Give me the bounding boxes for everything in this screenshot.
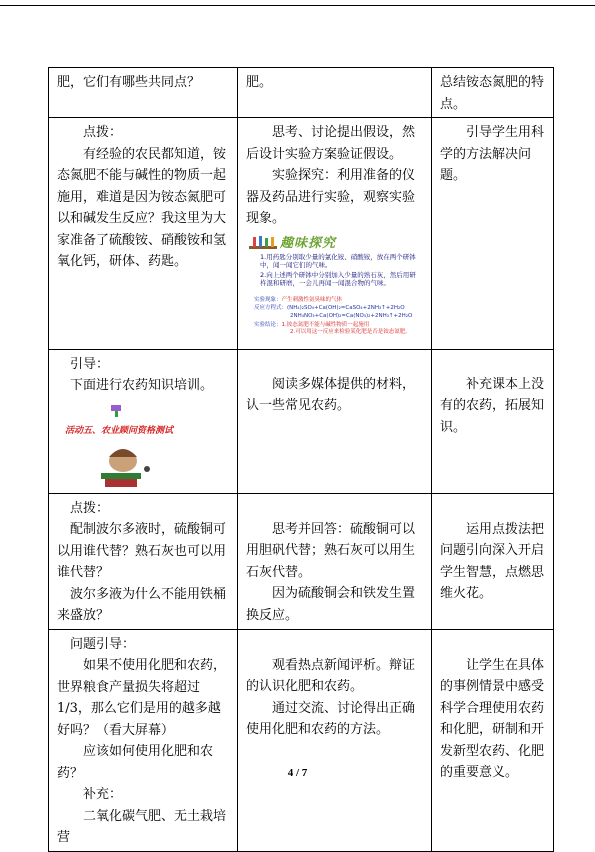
cell-text: 有经验的农民都知道，铵态氮肥不能与碱性的物质一起施用，难道是因为铵态氮肥可以和碱发生反应？我这里为大家准备了硫酸铵、硝酸铵和氢氧化钙，研体、药匙。 bbox=[57, 146, 227, 269]
cell-text: 思考、讨论提出假设，然后设计实验方案验证假设。 bbox=[246, 125, 416, 162]
cell-text: 阅读多媒体提供的材料，认一些常见农药。 bbox=[246, 376, 416, 413]
figure-step-2: 2.向上述两个研钵中分别加入少量的熟石灰，然后用研杵混和研磨，一会儿再闻一闻混合物的气味。 bbox=[260, 270, 416, 287]
header-rule bbox=[0, 5, 595, 6]
intent-cell bbox=[432, 349, 554, 493]
intent-cell bbox=[432, 629, 554, 851]
observation-text: 产生刺激性氨臭味的气体 bbox=[281, 296, 343, 303]
cartoon-illustration bbox=[63, 403, 173, 491]
cell-text: 观看热点新闻评析。辩证的认识化肥和农药。 bbox=[246, 657, 416, 694]
student-cell bbox=[238, 629, 432, 851]
student-cell bbox=[238, 349, 432, 493]
observation-label: 实验现象： bbox=[254, 296, 282, 303]
table-row bbox=[49, 68, 554, 118]
figure-conclusion-2: 2.可以用这一反应来检验某化肥是否是铵态氮肥。 bbox=[290, 328, 411, 335]
cell-text: 肥。 bbox=[246, 75, 273, 90]
equation-label: 反应方程式： bbox=[254, 304, 288, 311]
figure-observation bbox=[254, 297, 342, 304]
table-row bbox=[49, 629, 554, 851]
cell-text: 应该如何使用化肥和农药？ bbox=[57, 744, 214, 781]
cell-text: 引导学生用科学的方法解决问题。 bbox=[440, 125, 545, 183]
conclusion-label: 实验结论： bbox=[254, 321, 282, 328]
table-row bbox=[49, 118, 554, 350]
figure-title: 趣味探究 bbox=[280, 235, 337, 251]
teacher-cell bbox=[49, 349, 238, 493]
cell-text: 实验探究：利用准备的仪器及药品进行实验，观察实验现象。 bbox=[246, 168, 416, 226]
student-cell bbox=[238, 493, 432, 629]
table-row bbox=[49, 349, 554, 493]
cell-text: 通过交流、讨论得出正确使用化肥和农药的方法。 bbox=[246, 700, 416, 737]
teacher-cell bbox=[49, 118, 238, 350]
cell-text: 如果不使用化肥和农药，世界粮食产量损失将超过1/3，那么它们是用的越多越好吗？（看大屏幕） bbox=[57, 658, 227, 738]
intent-cell bbox=[432, 68, 554, 118]
student-cell bbox=[238, 118, 432, 350]
cell-text: 让学生在具体的事例情景中感受科学合理使用农药和化肥，研制和开发新型农药、化肥的重要意义。 bbox=[440, 657, 545, 780]
cartoon-figure-icon bbox=[63, 403, 173, 491]
teacher-cell bbox=[49, 493, 238, 629]
figure-step-1: 1.用药匙分别取少量的氯化铵、硝酸铵，放在两个研钵中，闻一闻它们的气味。 bbox=[260, 252, 416, 269]
page-number: 4 / 7 bbox=[287, 767, 308, 779]
cartoon-caption: 活动五、农业顾问资格测试 bbox=[65, 425, 174, 436]
cell-heading: 引导： bbox=[70, 356, 110, 372]
cell-text: 波尔多液为什么不能用铁桶来盛放？ bbox=[57, 586, 227, 623]
figure-equation-1 bbox=[254, 305, 405, 312]
experiment-figure bbox=[246, 233, 431, 347]
student-cell bbox=[238, 68, 432, 118]
conclusion-text: 1.铵态氮肥不能与碱性物质一起施用 bbox=[281, 321, 370, 328]
cell-heading: 问题引导： bbox=[70, 636, 136, 652]
cell-heading: 点拨： bbox=[70, 500, 110, 516]
cell-text: 总结铵态氮肥的特点。 bbox=[440, 75, 545, 112]
cell-heading: 点拨： bbox=[83, 125, 123, 140]
figure-conclusion-1 bbox=[254, 322, 369, 329]
intent-cell bbox=[432, 493, 554, 629]
cell-text: 补充课本上没有的农药，拓展知识。 bbox=[440, 376, 545, 435]
teacher-cell bbox=[49, 629, 238, 851]
cell-text: 思考并回答：硫酸铜可以用胆矾代替；熟石灰可以用生石灰代替。 bbox=[246, 521, 416, 580]
cell-text: 运用点拨法把问题引向深入开启学生智慧，点燃思维火花。 bbox=[440, 521, 545, 601]
figure-equation-2: 2NH₄NO₃+Ca(OH)₂=Ca(NO₃)₂+2NH₃↑+2H₂O bbox=[290, 312, 413, 319]
intent-cell bbox=[432, 118, 554, 350]
table-row bbox=[49, 493, 554, 629]
lesson-table bbox=[48, 67, 554, 852]
cell-text: 下面进行农药知识培训。 bbox=[70, 378, 214, 393]
cell-heading: 补充： bbox=[83, 787, 123, 802]
teacher-cell bbox=[49, 68, 238, 118]
cell-text: 因为硫酸铜会和铁发生置换反应。 bbox=[246, 586, 416, 623]
cell-text: 肥，它们有哪些共同点？ bbox=[57, 75, 201, 90]
test-tube-rack-icon bbox=[248, 235, 278, 251]
cell-text: 二氧化碳气肥、无土栽培营 bbox=[57, 808, 227, 845]
equation-text: (NH₄)₂SO₄+Ca(OH)₂=CaSO₄+2NH₃↑+2H₂O bbox=[287, 304, 405, 311]
cell-text: 配制波尔多液时，硫酸铜可以用谁代替？熟石灰也可以用谁代替？ bbox=[57, 522, 227, 580]
